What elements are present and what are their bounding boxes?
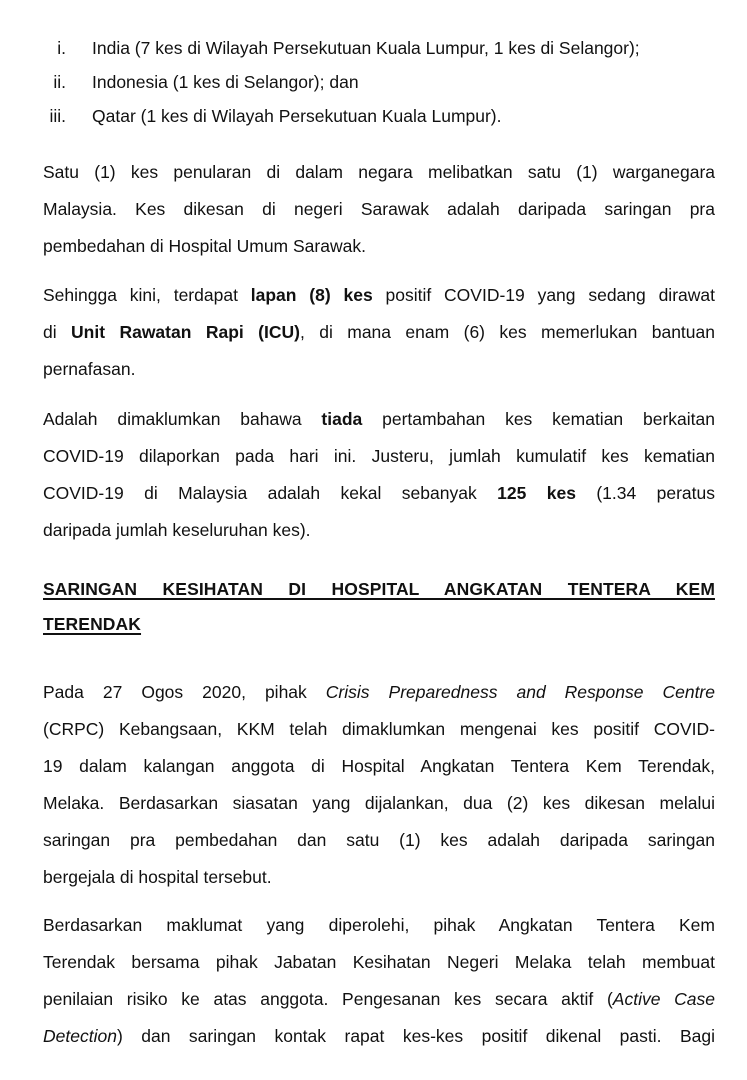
text-run: pertambahan kes kematian berkaitan [362,409,715,429]
text-line: 19 dalam kalangan anggota di Hospital Angkatan Tentera Kem Terendak, [43,756,715,776]
text-run: ) dan saringan kontak rapat kes-kes positif dikenal pasti. Bagi [116,1026,715,1046]
list-text: India (7 kes di Wilayah Persekutuan Kuala Lumpur, 1 kes di Selangor); [92,38,640,58]
text-run: (1.34 peratus [575,483,715,503]
text-line: pembedahan di Hospital Umum Sarawak. [43,236,366,256]
bold-text: tiada [321,409,363,429]
text-line [43,482,715,504]
text-run: Pada 27 Ogos 2020, pihak [43,682,326,702]
bold-text: Unit Rawatan Rapi (ICU) [71,322,300,342]
text-line [43,988,715,1010]
text-run: penilaian risiko ke atas anggota. Pengesanan kes secara aktif ( [43,989,613,1009]
list-number: iii. [49,106,66,126]
text-run: positif COVID-19 yang sedang dirawat [372,285,715,305]
text-line [43,284,715,306]
text-run: di [43,322,72,342]
italic-text: Crisis Preparedness and Response Centre [325,682,715,702]
text-line: Satu (1) kes penularan di dalam negara melibatkan satu (1) warganegara [43,162,715,182]
text-run: , di mana enam (6) kes memerlukan bantuan [299,322,715,342]
heading-line: SARINGAN KESIHATAN DI HOSPITAL ANGKATAN TENTERA KEM [43,579,715,599]
text-line: Terendak bersama pihak Jabatan Kesihatan Negeri Melaka telah membuat [43,952,715,972]
text-run: Sehingga kini, terdapat [43,285,251,305]
text-line: Berdasarkan maklumat yang diperolehi, pihak Angkatan Tentera Kem [43,915,715,935]
text-line: COVID-19 dilaporkan pada hari ini. Justeru, jumlah kumulatif kes kematian [43,446,715,466]
text-line: pernafasan. [43,359,136,379]
bold-text: 125 kes [497,483,576,503]
text-line [43,681,715,703]
text-line [43,408,715,430]
text-line: saringan pra pembedahan dan satu (1) kes adalah daripada saringan [43,830,715,850]
text-run: Adalah dimaklumkan bahawa [43,409,322,429]
text-line: Melaka. Berdasarkan siasatan yang dijalankan, dua (2) kes dikesan melalui [43,793,715,813]
list-number: i. [57,38,66,58]
italic-text: Active Case [612,989,715,1009]
list-text: Qatar (1 kes di Wilayah Persekutuan Kuala Lumpur). [92,106,502,126]
text-line: bergejala di hospital tersebut. [43,867,272,887]
italic-text: Detection [43,1026,117,1046]
bold-text: lapan (8) kes [250,285,373,305]
text-line [43,321,715,343]
heading-line: TERENDAK [43,614,142,634]
text-line: Malaysia. Kes dikesan di negeri Sarawak adalah daripada saringan pra [43,199,715,219]
text-line [43,1025,715,1047]
text-line: (CRPC) Kebangsaan, KKM telah dimaklumkan mengenai kes positif COVID- [43,719,715,739]
list-text: Indonesia (1 kes di Selangor); dan [92,72,359,92]
list-number: ii. [53,72,66,92]
text-run: COVID-19 di Malaysia adalah kekal sebanyak [43,483,498,503]
text-line: daripada jumlah keseluruhan kes). [43,520,311,540]
